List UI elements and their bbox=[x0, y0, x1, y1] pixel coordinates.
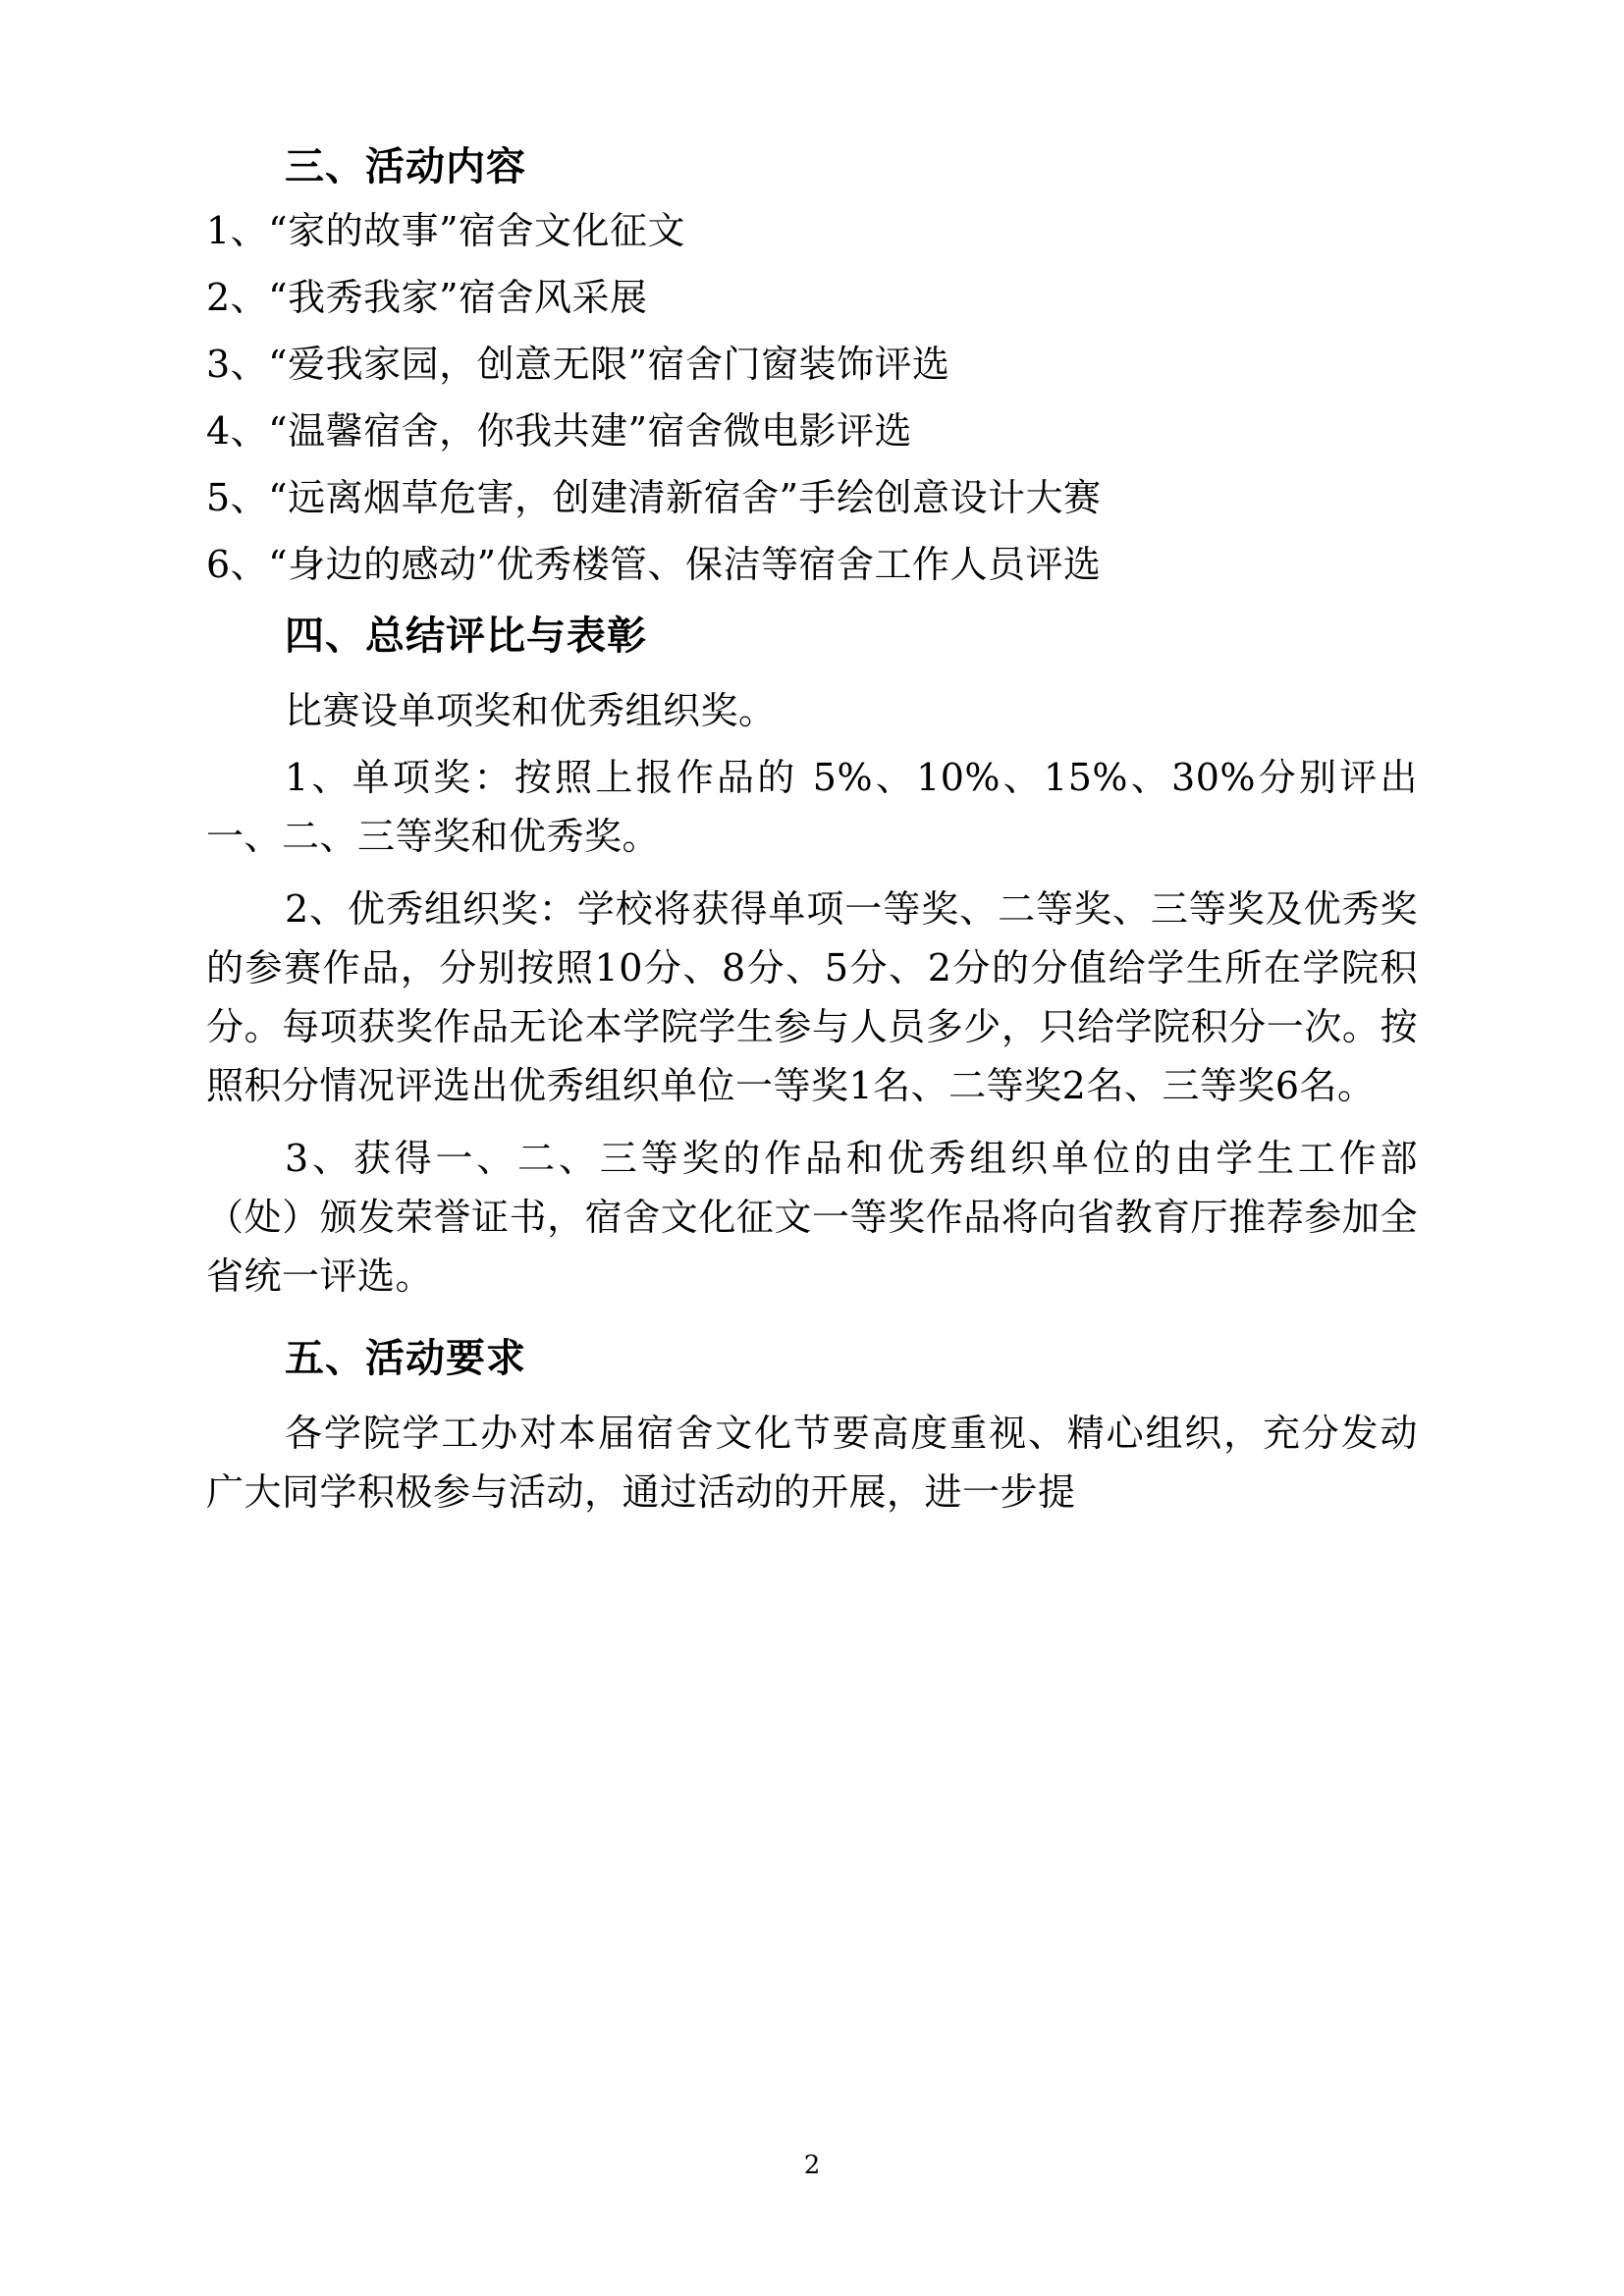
page-number: 2 bbox=[803, 2151, 821, 2180]
paragraph-requirements: 各学院学工办对本届宿舍文化节要高度重视、精心组织，充分发动广大同学积极参与活动，通过活动的开展，进一步提 bbox=[206, 1412, 1418, 1515]
section-heading-activity-requirements: 五、活动要求 bbox=[285, 1335, 526, 1382]
list-item: 5、“远离烟草危害，创建清新宿舍”手绘创意设计大赛 bbox=[206, 476, 1102, 519]
paragraph-awards-intro: 比赛设单项奖和优秀组织奖。 bbox=[285, 689, 777, 732]
section-heading-activity-content: 三、活动内容 bbox=[285, 143, 526, 189]
paragraph-certificates: 3、获得一、二、三等奖的作品和优秀组织单位的由学生工作部（处）颁发荣誉证书，宿舍文化征文一等奖作品将向省教育厅推荐参加全省统一评选。 bbox=[206, 1137, 1418, 1299]
list-item: 2、“我秀我家”宿舍风采展 bbox=[206, 276, 648, 319]
list-item: 6、“身边的感动”优秀楼管、保洁等宿舍工作人员评选 bbox=[206, 543, 1102, 586]
list-item: 1、“家的故事”宿舍文化征文 bbox=[206, 209, 686, 252]
section-heading-summary-awards: 四、总结评比与表彰 bbox=[285, 613, 647, 659]
paragraph-individual-award: 1、单项奖：按照上报作品的 5%、10%、15%、30%分别评出一、二、三等奖和优秀奖。 bbox=[206, 756, 1418, 859]
paragraph-organization-award: 2、优秀组织奖：学校将获得单项一等奖、二等奖、三等奖及优秀奖的参赛作品，分别按照10分、8分、5分、2分的分值给学生所在学院积分。每项获奖作品无论本学院学生参与人员多少，只给学院积分一次。按照积分情况评选出优秀组织单位一等奖1名、二等奖2名、三等奖6名。 bbox=[206, 887, 1418, 1108]
list-item: 3、“爱我家园，创意无限”宿舍门窗装饰评选 bbox=[206, 343, 950, 386]
list-item: 4、“温馨宿舍，你我共建”宿舍微电影评选 bbox=[206, 409, 913, 453]
document-body bbox=[206, 143, 1418, 1522]
